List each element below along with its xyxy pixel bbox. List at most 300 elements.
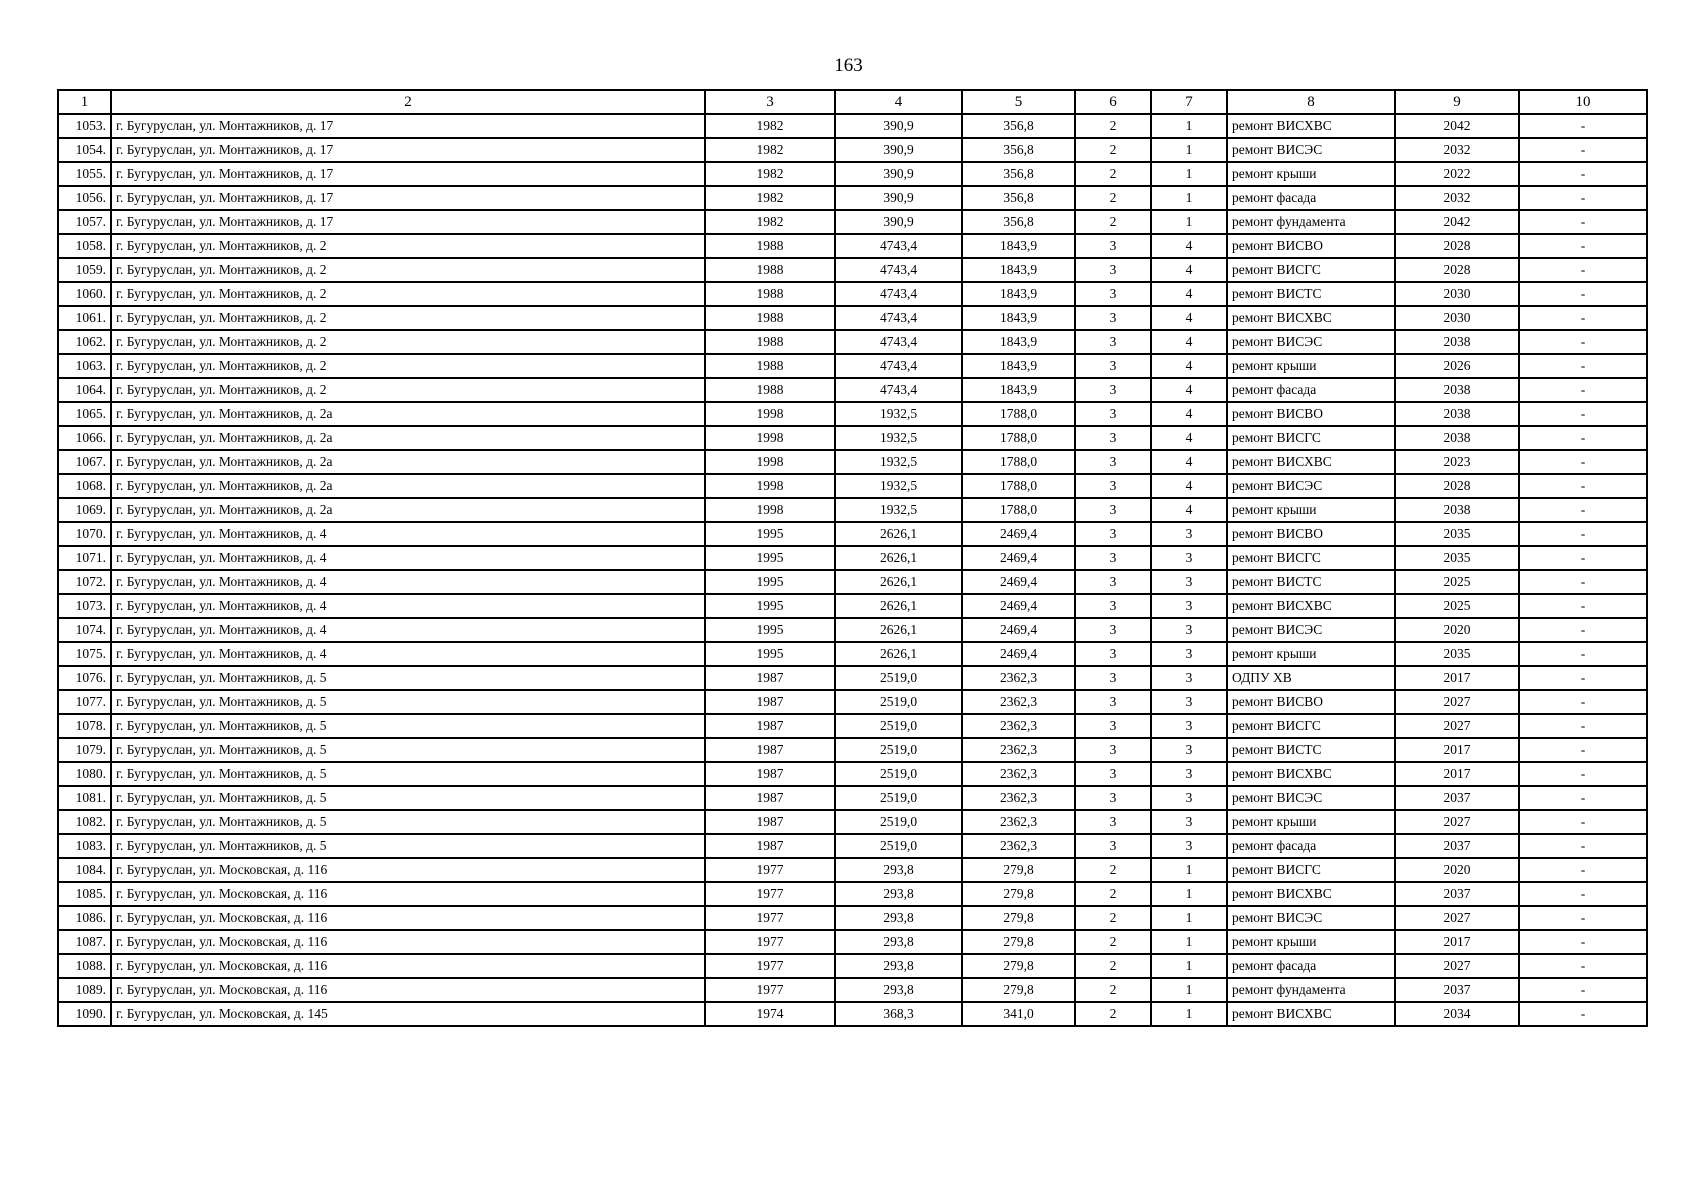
cell-living-area: 279,8 [962,954,1075,978]
cell-year-built: 1995 [705,642,835,666]
cell-work-type: ремонт ВИСТС [1227,570,1395,594]
cell-total-area: 2626,1 [835,546,962,570]
cell-year-built: 1974 [705,1002,835,1026]
cell-work-type: ремонт ВИСГС [1227,426,1395,450]
cell-note: - [1519,330,1647,354]
cell-living-area: 1843,9 [962,330,1075,354]
cell-floors: 2 [1075,882,1151,906]
cell-floors: 2 [1075,114,1151,138]
cell-year-built: 1998 [705,426,835,450]
cell-work-type: ремонт ВИСЭС [1227,474,1395,498]
cell-note: - [1519,306,1647,330]
cell-year-built: 1988 [705,282,835,306]
cell-row-number: 1065. [58,402,111,426]
cell-total-area: 390,9 [835,210,962,234]
cell-planned-year: 2030 [1395,282,1519,306]
cell-total-area: 293,8 [835,858,962,882]
cell-row-number: 1090. [58,1002,111,1026]
cell-address: г. Бугуруслан, ул. Монтажников, д. 4 [111,642,705,666]
cell-total-area: 390,9 [835,186,962,210]
cell-year-built: 1982 [705,162,835,186]
cell-planned-year: 2017 [1395,762,1519,786]
cell-row-number: 1080. [58,762,111,786]
cell-floors: 3 [1075,786,1151,810]
cell-row-number: 1062. [58,330,111,354]
cell-row-number: 1086. [58,906,111,930]
cell-entrances: 3 [1151,786,1227,810]
cell-address: г. Бугуруслан, ул. Московская, д. 116 [111,882,705,906]
cell-planned-year: 2038 [1395,402,1519,426]
cell-year-built: 1987 [705,738,835,762]
cell-living-area: 1788,0 [962,474,1075,498]
cell-work-type: ремонт крыши [1227,354,1395,378]
cell-planned-year: 2025 [1395,570,1519,594]
cell-planned-year: 2017 [1395,738,1519,762]
cell-entrances: 3 [1151,594,1227,618]
cell-year-built: 1995 [705,594,835,618]
cell-entrances: 4 [1151,426,1227,450]
cell-entrances: 4 [1151,450,1227,474]
cell-total-area: 390,9 [835,162,962,186]
table-row [58,810,1647,834]
cell-row-number: 1079. [58,738,111,762]
cell-row-number: 1063. [58,354,111,378]
cell-note: - [1519,834,1647,858]
cell-floors: 3 [1075,762,1151,786]
cell-living-area: 2362,3 [962,738,1075,762]
page-number: 163 [834,55,863,76]
cell-row-number: 1060. [58,282,111,306]
cell-living-area: 2469,4 [962,522,1075,546]
cell-floors: 2 [1075,978,1151,1002]
cell-row-number: 1053. [58,114,111,138]
cell-work-type: ремонт ВИСЭС [1227,906,1395,930]
cell-work-type: ремонт ВИСВО [1227,234,1395,258]
cell-total-area: 2519,0 [835,714,962,738]
column-header-year-built: 3 [705,90,835,114]
cell-entrances: 3 [1151,642,1227,666]
column-header-address: 2 [111,90,705,114]
cell-year-built: 1998 [705,450,835,474]
cell-row-number: 1070. [58,522,111,546]
cell-living-area: 2362,3 [962,666,1075,690]
cell-work-type: ремонт фасада [1227,954,1395,978]
cell-planned-year: 2035 [1395,642,1519,666]
cell-total-area: 4743,4 [835,282,962,306]
table-row [58,450,1647,474]
cell-entrances: 1 [1151,114,1227,138]
cell-living-area: 2362,3 [962,834,1075,858]
cell-total-area: 1932,5 [835,450,962,474]
table-row [58,330,1647,354]
cell-entrances: 3 [1151,570,1227,594]
cell-entrances: 3 [1151,618,1227,642]
cell-entrances: 3 [1151,738,1227,762]
cell-address: г. Бугуруслан, ул. Монтажников, д. 5 [111,810,705,834]
cell-living-area: 1788,0 [962,426,1075,450]
repair-schedule-table [57,89,1648,1027]
cell-note: - [1519,402,1647,426]
cell-planned-year: 2027 [1395,690,1519,714]
table-row [58,762,1647,786]
cell-floors: 3 [1075,330,1151,354]
cell-planned-year: 2028 [1395,258,1519,282]
cell-row-number: 1058. [58,234,111,258]
cell-living-area: 1788,0 [962,498,1075,522]
cell-floors: 3 [1075,666,1151,690]
table-row [58,834,1647,858]
cell-address: г. Бугуруслан, ул. Монтажников, д. 4 [111,618,705,642]
cell-living-area: 2469,4 [962,618,1075,642]
cell-row-number: 1089. [58,978,111,1002]
cell-note: - [1519,762,1647,786]
cell-work-type: ремонт крыши [1227,810,1395,834]
table-row [58,114,1647,138]
cell-address: г. Бугуруслан, ул. Монтажников, д. 2 [111,330,705,354]
cell-year-built: 1987 [705,666,835,690]
cell-entrances: 4 [1151,306,1227,330]
cell-row-number: 1081. [58,786,111,810]
cell-living-area: 1788,0 [962,450,1075,474]
cell-address: г. Бугуруслан, ул. Монтажников, д. 2а [111,426,705,450]
cell-entrances: 4 [1151,282,1227,306]
cell-living-area: 356,8 [962,114,1075,138]
cell-planned-year: 2042 [1395,210,1519,234]
cell-note: - [1519,498,1647,522]
cell-note: - [1519,930,1647,954]
cell-note: - [1519,234,1647,258]
cell-total-area: 293,8 [835,954,962,978]
cell-floors: 3 [1075,306,1151,330]
cell-row-number: 1083. [58,834,111,858]
cell-entrances: 4 [1151,234,1227,258]
cell-living-area: 1843,9 [962,234,1075,258]
cell-floors: 3 [1075,354,1151,378]
cell-note: - [1519,450,1647,474]
cell-year-built: 1977 [705,954,835,978]
cell-total-area: 2519,0 [835,810,962,834]
table-row [58,930,1647,954]
cell-row-number: 1085. [58,882,111,906]
cell-year-built: 1988 [705,330,835,354]
cell-note: - [1519,594,1647,618]
table-row [58,306,1647,330]
cell-address: г. Бугуруслан, ул. Монтажников, д. 17 [111,162,705,186]
table-row [58,378,1647,402]
cell-total-area: 4743,4 [835,306,962,330]
cell-floors: 2 [1075,930,1151,954]
cell-row-number: 1082. [58,810,111,834]
cell-address: г. Бугуруслан, ул. Монтажников, д. 2 [111,234,705,258]
cell-note: - [1519,114,1647,138]
cell-entrances: 4 [1151,258,1227,282]
cell-year-built: 1982 [705,186,835,210]
cell-row-number: 1088. [58,954,111,978]
cell-floors: 2 [1075,162,1151,186]
table-row [58,882,1647,906]
table-row [58,978,1647,1002]
cell-living-area: 2469,4 [962,594,1075,618]
cell-total-area: 2519,0 [835,786,962,810]
cell-work-type: ремонт фасада [1227,834,1395,858]
cell-work-type: ремонт фасада [1227,378,1395,402]
cell-row-number: 1075. [58,642,111,666]
cell-work-type: ремонт ВИСТС [1227,738,1395,762]
cell-planned-year: 2027 [1395,954,1519,978]
cell-planned-year: 2037 [1395,786,1519,810]
table-row [58,666,1647,690]
cell-entrances: 1 [1151,858,1227,882]
cell-floors: 2 [1075,210,1151,234]
cell-row-number: 1064. [58,378,111,402]
cell-row-number: 1076. [58,666,111,690]
cell-row-number: 1087. [58,930,111,954]
cell-living-area: 2362,3 [962,786,1075,810]
cell-note: - [1519,810,1647,834]
column-header-living-area: 5 [962,90,1075,114]
cell-row-number: 1069. [58,498,111,522]
cell-living-area: 279,8 [962,930,1075,954]
cell-total-area: 2626,1 [835,570,962,594]
cell-planned-year: 2028 [1395,474,1519,498]
cell-row-number: 1078. [58,714,111,738]
cell-year-built: 1988 [705,354,835,378]
cell-note: - [1519,426,1647,450]
table-row [58,186,1647,210]
cell-address: г. Бугуруслан, ул. Монтажников, д. 17 [111,210,705,234]
cell-address: г. Бугуруслан, ул. Московская, д. 116 [111,978,705,1002]
cell-entrances: 4 [1151,474,1227,498]
cell-row-number: 1055. [58,162,111,186]
cell-work-type: ОДПУ ХВ [1227,666,1395,690]
cell-row-number: 1084. [58,858,111,882]
cell-living-area: 2362,3 [962,690,1075,714]
cell-planned-year: 2027 [1395,906,1519,930]
cell-floors: 3 [1075,234,1151,258]
cell-year-built: 1977 [705,906,835,930]
cell-year-built: 1995 [705,522,835,546]
table-row [58,786,1647,810]
cell-year-built: 1987 [705,762,835,786]
cell-floors: 3 [1075,618,1151,642]
cell-floors: 3 [1075,714,1151,738]
cell-work-type: ремонт фундамента [1227,978,1395,1002]
cell-entrances: 1 [1151,882,1227,906]
cell-row-number: 1061. [58,306,111,330]
cell-planned-year: 2030 [1395,306,1519,330]
cell-living-area: 279,8 [962,882,1075,906]
cell-address: г. Бугуруслан, ул. Монтажников, д. 2а [111,402,705,426]
cell-address: г. Бугуруслан, ул. Монтажников, д. 5 [111,666,705,690]
cell-total-area: 390,9 [835,114,962,138]
table-row [58,210,1647,234]
column-header-floors: 6 [1075,90,1151,114]
cell-address: г. Бугуруслан, ул. Монтажников, д. 4 [111,522,705,546]
cell-living-area: 1843,9 [962,354,1075,378]
cell-entrances: 3 [1151,834,1227,858]
cell-address: г. Бугуруслан, ул. Монтажников, д. 2 [111,258,705,282]
table-row [58,498,1647,522]
cell-note: - [1519,162,1647,186]
cell-total-area: 2626,1 [835,642,962,666]
cell-planned-year: 2034 [1395,1002,1519,1026]
cell-floors: 3 [1075,282,1151,306]
cell-entrances: 1 [1151,978,1227,1002]
table-row [58,546,1647,570]
cell-total-area: 4743,4 [835,354,962,378]
table-row [58,138,1647,162]
cell-year-built: 1982 [705,114,835,138]
cell-year-built: 1982 [705,210,835,234]
cell-year-built: 1988 [705,378,835,402]
cell-year-built: 1982 [705,138,835,162]
cell-entrances: 3 [1151,522,1227,546]
cell-planned-year: 2020 [1395,618,1519,642]
cell-total-area: 1932,5 [835,402,962,426]
cell-work-type: ремонт ВИСХВС [1227,594,1395,618]
cell-year-built: 1977 [705,978,835,1002]
cell-entrances: 4 [1151,498,1227,522]
cell-year-built: 1987 [705,834,835,858]
cell-floors: 3 [1075,498,1151,522]
column-header-planned-year: 9 [1395,90,1519,114]
cell-living-area: 356,8 [962,138,1075,162]
cell-note: - [1519,714,1647,738]
table-row [58,738,1647,762]
cell-total-area: 1932,5 [835,474,962,498]
table-row [58,858,1647,882]
cell-planned-year: 2028 [1395,234,1519,258]
cell-address: г. Бугуруслан, ул. Московская, д. 116 [111,930,705,954]
cell-planned-year: 2026 [1395,354,1519,378]
table-row [58,426,1647,450]
cell-address: г. Бугуруслан, ул. Монтажников, д. 2 [111,306,705,330]
cell-planned-year: 2027 [1395,810,1519,834]
cell-living-area: 1788,0 [962,402,1075,426]
cell-entrances: 1 [1151,138,1227,162]
cell-total-area: 2626,1 [835,522,962,546]
cell-year-built: 1988 [705,234,835,258]
cell-year-built: 1998 [705,498,835,522]
cell-total-area: 4743,4 [835,258,962,282]
cell-living-area: 1843,9 [962,378,1075,402]
cell-work-type: ремонт фасада [1227,186,1395,210]
cell-note: - [1519,354,1647,378]
cell-row-number: 1054. [58,138,111,162]
cell-floors: 3 [1075,402,1151,426]
cell-work-type: ремонт ВИСХВС [1227,114,1395,138]
cell-planned-year: 2032 [1395,186,1519,210]
cell-year-built: 1995 [705,570,835,594]
cell-living-area: 2469,4 [962,570,1075,594]
cell-planned-year: 2037 [1395,834,1519,858]
cell-planned-year: 2027 [1395,714,1519,738]
cell-work-type: ремонт ВИСГС [1227,714,1395,738]
cell-floors: 3 [1075,522,1151,546]
cell-total-area: 1932,5 [835,498,962,522]
cell-total-area: 293,8 [835,978,962,1002]
cell-living-area: 356,8 [962,210,1075,234]
cell-work-type: ремонт ВИСЭС [1227,618,1395,642]
cell-note: - [1519,522,1647,546]
cell-entrances: 1 [1151,954,1227,978]
cell-entrances: 1 [1151,1002,1227,1026]
cell-entrances: 1 [1151,186,1227,210]
cell-total-area: 2519,0 [835,666,962,690]
cell-address: г. Бугуруслан, ул. Монтажников, д. 2а [111,498,705,522]
cell-living-area: 279,8 [962,906,1075,930]
column-header-total-area: 4 [835,90,962,114]
cell-note: - [1519,210,1647,234]
table-row [58,1002,1647,1026]
cell-planned-year: 2020 [1395,858,1519,882]
column-header-work-type: 8 [1227,90,1395,114]
cell-work-type: ремонт ВИСВО [1227,522,1395,546]
cell-entrances: 1 [1151,906,1227,930]
cell-note: - [1519,138,1647,162]
cell-work-type: ремонт крыши [1227,930,1395,954]
table-row [58,954,1647,978]
cell-living-area: 2362,3 [962,810,1075,834]
cell-year-built: 1995 [705,546,835,570]
cell-work-type: ремонт крыши [1227,498,1395,522]
cell-total-area: 390,9 [835,138,962,162]
cell-address: г. Бугуруслан, ул. Монтажников, д. 2 [111,282,705,306]
cell-total-area: 293,8 [835,906,962,930]
cell-entrances: 3 [1151,666,1227,690]
cell-address: г. Бугуруслан, ул. Монтажников, д. 5 [111,834,705,858]
cell-floors: 3 [1075,834,1151,858]
table-row [58,522,1647,546]
cell-work-type: ремонт ВИСЭС [1227,138,1395,162]
cell-row-number: 1056. [58,186,111,210]
table-row [58,474,1647,498]
cell-work-type: ремонт фундамента [1227,210,1395,234]
cell-planned-year: 2038 [1395,498,1519,522]
cell-address: г. Бугуруслан, ул. Монтажников, д. 5 [111,786,705,810]
cell-planned-year: 2017 [1395,666,1519,690]
cell-floors: 3 [1075,378,1151,402]
cell-row-number: 1074. [58,618,111,642]
table-row [58,906,1647,930]
table-row [58,618,1647,642]
cell-note: - [1519,570,1647,594]
cell-note: - [1519,474,1647,498]
cell-entrances: 3 [1151,810,1227,834]
cell-note: - [1519,882,1647,906]
table-body [58,114,1647,1026]
table-row [58,282,1647,306]
cell-planned-year: 2038 [1395,330,1519,354]
cell-row-number: 1067. [58,450,111,474]
cell-floors: 3 [1075,810,1151,834]
cell-work-type: ремонт ВИСВО [1227,690,1395,714]
cell-total-area: 293,8 [835,930,962,954]
cell-note: - [1519,906,1647,930]
cell-floors: 3 [1075,690,1151,714]
cell-address: г. Бугуруслан, ул. Монтажников, д. 5 [111,690,705,714]
cell-address: г. Бугуруслан, ул. Московская, д. 116 [111,954,705,978]
cell-note: - [1519,642,1647,666]
table-row [58,402,1647,426]
cell-total-area: 4743,4 [835,330,962,354]
cell-planned-year: 2038 [1395,378,1519,402]
cell-year-built: 1988 [705,306,835,330]
cell-entrances: 3 [1151,714,1227,738]
cell-living-area: 2469,4 [962,546,1075,570]
cell-address: г. Бугуруслан, ул. Монтажников, д. 4 [111,594,705,618]
cell-note: - [1519,786,1647,810]
